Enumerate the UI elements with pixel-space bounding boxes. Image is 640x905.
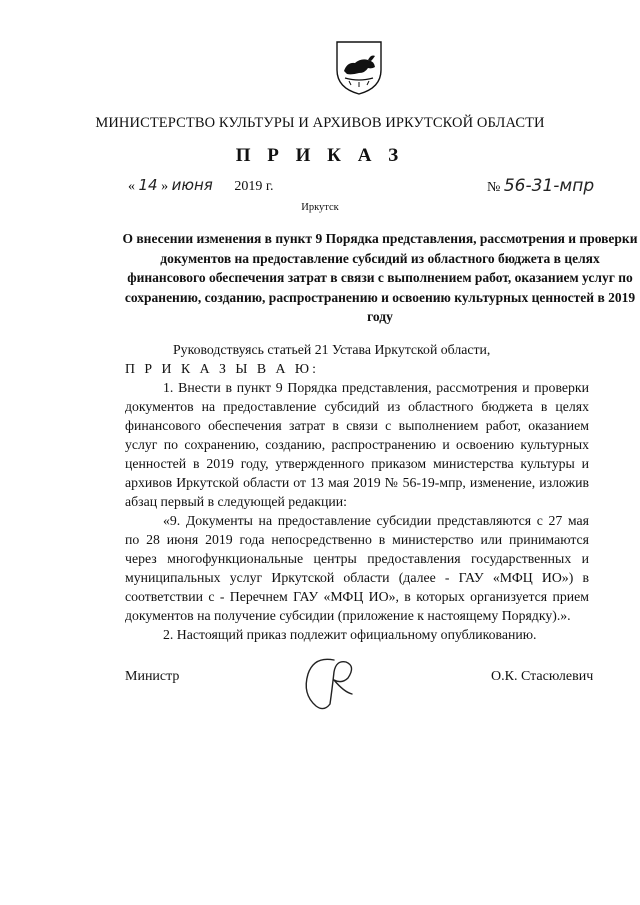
date-close-quote: » bbox=[161, 179, 169, 194]
order-date bbox=[128, 176, 273, 195]
date-open-quote: « bbox=[128, 179, 135, 194]
date-day: 14 bbox=[138, 176, 158, 194]
order-number bbox=[487, 176, 594, 196]
number-value: 56-31-мпр bbox=[503, 176, 595, 196]
item-2: 2. Настоящий приказ подлежит официальному опубликованию. bbox=[163, 627, 537, 642]
item-1: 1. Внести в пункт 9 Порядка представления, рассмотрения и проверки документов на предоставление субсидий из областного бюджета в целях финансового обеспечения затрат в связи с выполнением работ, оказанием услуг по сохранению, созданию, распространению и освоению культурных ценностей в 2019 году, утвержденного приказом министерства культуры и архивов Иркутской области от 13 мая 2019 № 56-19-мпр, изменение, изложив абзац первый в следующей редакции: bbox=[125, 380, 589, 509]
order-title: О внесении изменения в пункт 9 Порядка представления, рассмотрения и проверки документов на предоставление субсидий из областного бюджета в целях финансового обеспечения затрат в связи с выполнением работ, оказанием услуг по сохранению, созданию, распространению и освоению культурных ценностей в 2019 году bbox=[122, 231, 638, 324]
handwritten-signature-icon bbox=[290, 650, 370, 720]
date-month: июня bbox=[171, 176, 213, 194]
signatory-role: Министр bbox=[125, 669, 180, 684]
number-prefix: № bbox=[487, 180, 501, 195]
coat-of-arms-emblem bbox=[335, 40, 383, 96]
order-word: П Р И К А З Ы В А Ю: bbox=[125, 361, 319, 376]
ministry-name: МИНИСТЕРСТВО КУЛЬТУРЫ И АРХИВОВ ИРКУТСКОЙ ОБЛАСТИ bbox=[95, 115, 545, 131]
irkutsk-coat-of-arms-icon bbox=[335, 40, 383, 96]
document-type: П Р И К А З bbox=[235, 145, 405, 166]
date-year: 2019 г. bbox=[234, 179, 274, 194]
basis-text: Руководствуясь статьей 21 Устава Иркутской области, bbox=[173, 342, 491, 357]
signatory-name: О.К. Стасюлевич bbox=[491, 669, 594, 684]
order-body bbox=[125, 340, 589, 644]
quoted-paragraph: «9. Документы на предоставление субсидии представляются с 27 мая по 28 июня 2019 года непосредственно в министерство или принимаются через многофункциональные центры предоставления государственных и муниципальных услуг Иркутской области (далее - ГАУ «МФЦ ИО») в соответствии с - Перечнем ГАУ «МФЦ ИО», в которых организуется прием документов на получение субсидии (приложение к настоящему Порядку).». bbox=[125, 513, 589, 623]
signature-mark bbox=[290, 650, 370, 720]
city-name: Иркутск bbox=[301, 202, 339, 213]
